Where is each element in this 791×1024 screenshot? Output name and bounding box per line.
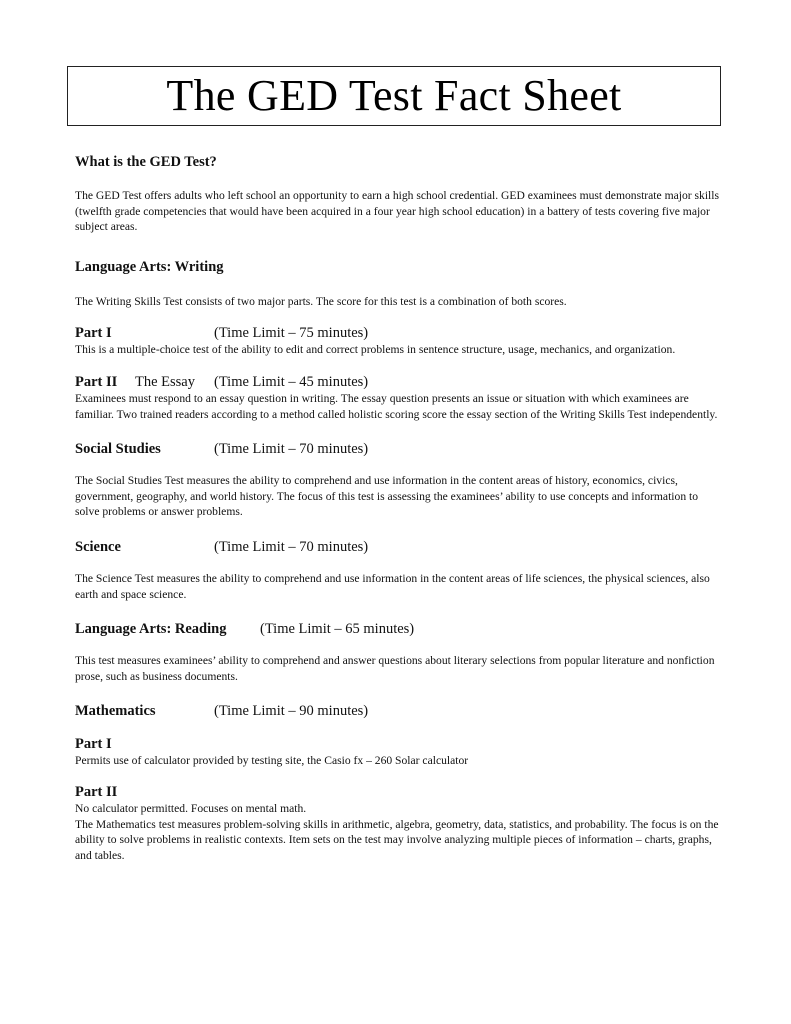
math-part2-line2: The Mathematics test measures problem-solving skills in arithmetic, algebra, geometry, data, statistics, and probability. The focus is on the ability to solve problems in realistic contexts. Item sets on the test may involve analyzing multiple pieces of information – charts, graphs, and tables. — [75, 817, 719, 862]
writing-part2-heading — [75, 373, 725, 391]
writing-body: The Writing Skills Test consists of two major parts. The score for this test is a combination of both scores. — [75, 294, 567, 308]
reading-body: This test measures examinees’ ability to comprehend and answer questions about literary selections from popular literature and nonfiction prose, such as business documents. — [75, 654, 715, 683]
science-heading-label: Science — [75, 538, 121, 555]
writing-part1-body: This is a multiple-choice test of the ability to edit and correct problems in sentence structure, usage, mechanics, and organization. — [75, 343, 676, 357]
math-part2-line1: No calculator permitted. Focuses on mental math. — [75, 801, 307, 815]
writing-part2-label: Part II — [75, 373, 118, 390]
social-time: (Time Limit – 70 minutes) — [214, 441, 369, 458]
what-heading: What is the GED Test? — [75, 154, 217, 170]
math-part1-label: Part I — [75, 736, 112, 753]
reading-time: (Time Limit – 65 minutes) — [260, 621, 415, 638]
math-part1-body: Permits use of calculator provided by testing site, the Casio fx – 260 Solar calculator — [75, 754, 469, 768]
writing-part1-heading — [75, 324, 725, 342]
math-part2-label: Part II — [75, 783, 118, 800]
social-body: The Social Studies Test measures the ability to comprehend and use information in the content areas of history, economics, civics, government, geography, and world history. The focus of this test is assessing the examinees’ ability to use concepts and information to solve problems or answer problems. — [75, 474, 699, 519]
writing-heading: Language Arts: Writing — [75, 258, 224, 275]
science-time: (Time Limit – 70 minutes) — [214, 538, 369, 555]
writing-part1-time: (Time Limit – 75 minutes) — [214, 325, 369, 342]
document-body — [75, 153, 725, 863]
writing-part2-subtitle: The Essay — [135, 373, 195, 390]
page-title: The GED Test Fact Sheet — [67, 66, 721, 126]
math-heading — [75, 702, 725, 720]
social-heading-label: Social Studies — [75, 441, 161, 458]
math-time: (Time Limit – 90 minutes) — [214, 703, 369, 720]
what-body: The GED Test offers adults who left school an opportunity to earn a high school credential. GED examinees must demonstrate major skills (twelfth grade competencies that would have been acquired in a four year high school education) in a battery of tests covering five major subject areas. — [75, 189, 719, 234]
math-heading-label: Mathematics — [75, 703, 156, 720]
writing-part1-label: Part I — [75, 325, 112, 342]
science-body: The Science Test measures the ability to comprehend and use information in the content areas of life sciences, the physical sciences, also earth and space science. — [75, 571, 710, 601]
reading-heading-label: Language Arts: Reading — [75, 621, 227, 638]
writing-part2-time: (Time Limit – 45 minutes) — [214, 373, 369, 390]
social-heading — [75, 440, 725, 458]
science-heading — [75, 538, 725, 556]
reading-heading — [75, 620, 725, 638]
writing-part2-body: Examinees must respond to an essay question in writing. The essay question presents an issue or situation with which examinees are familiar. Two trained readers according to a method called holistic scoring score the essay section of the Writing Skills Test independently. — [75, 391, 718, 421]
